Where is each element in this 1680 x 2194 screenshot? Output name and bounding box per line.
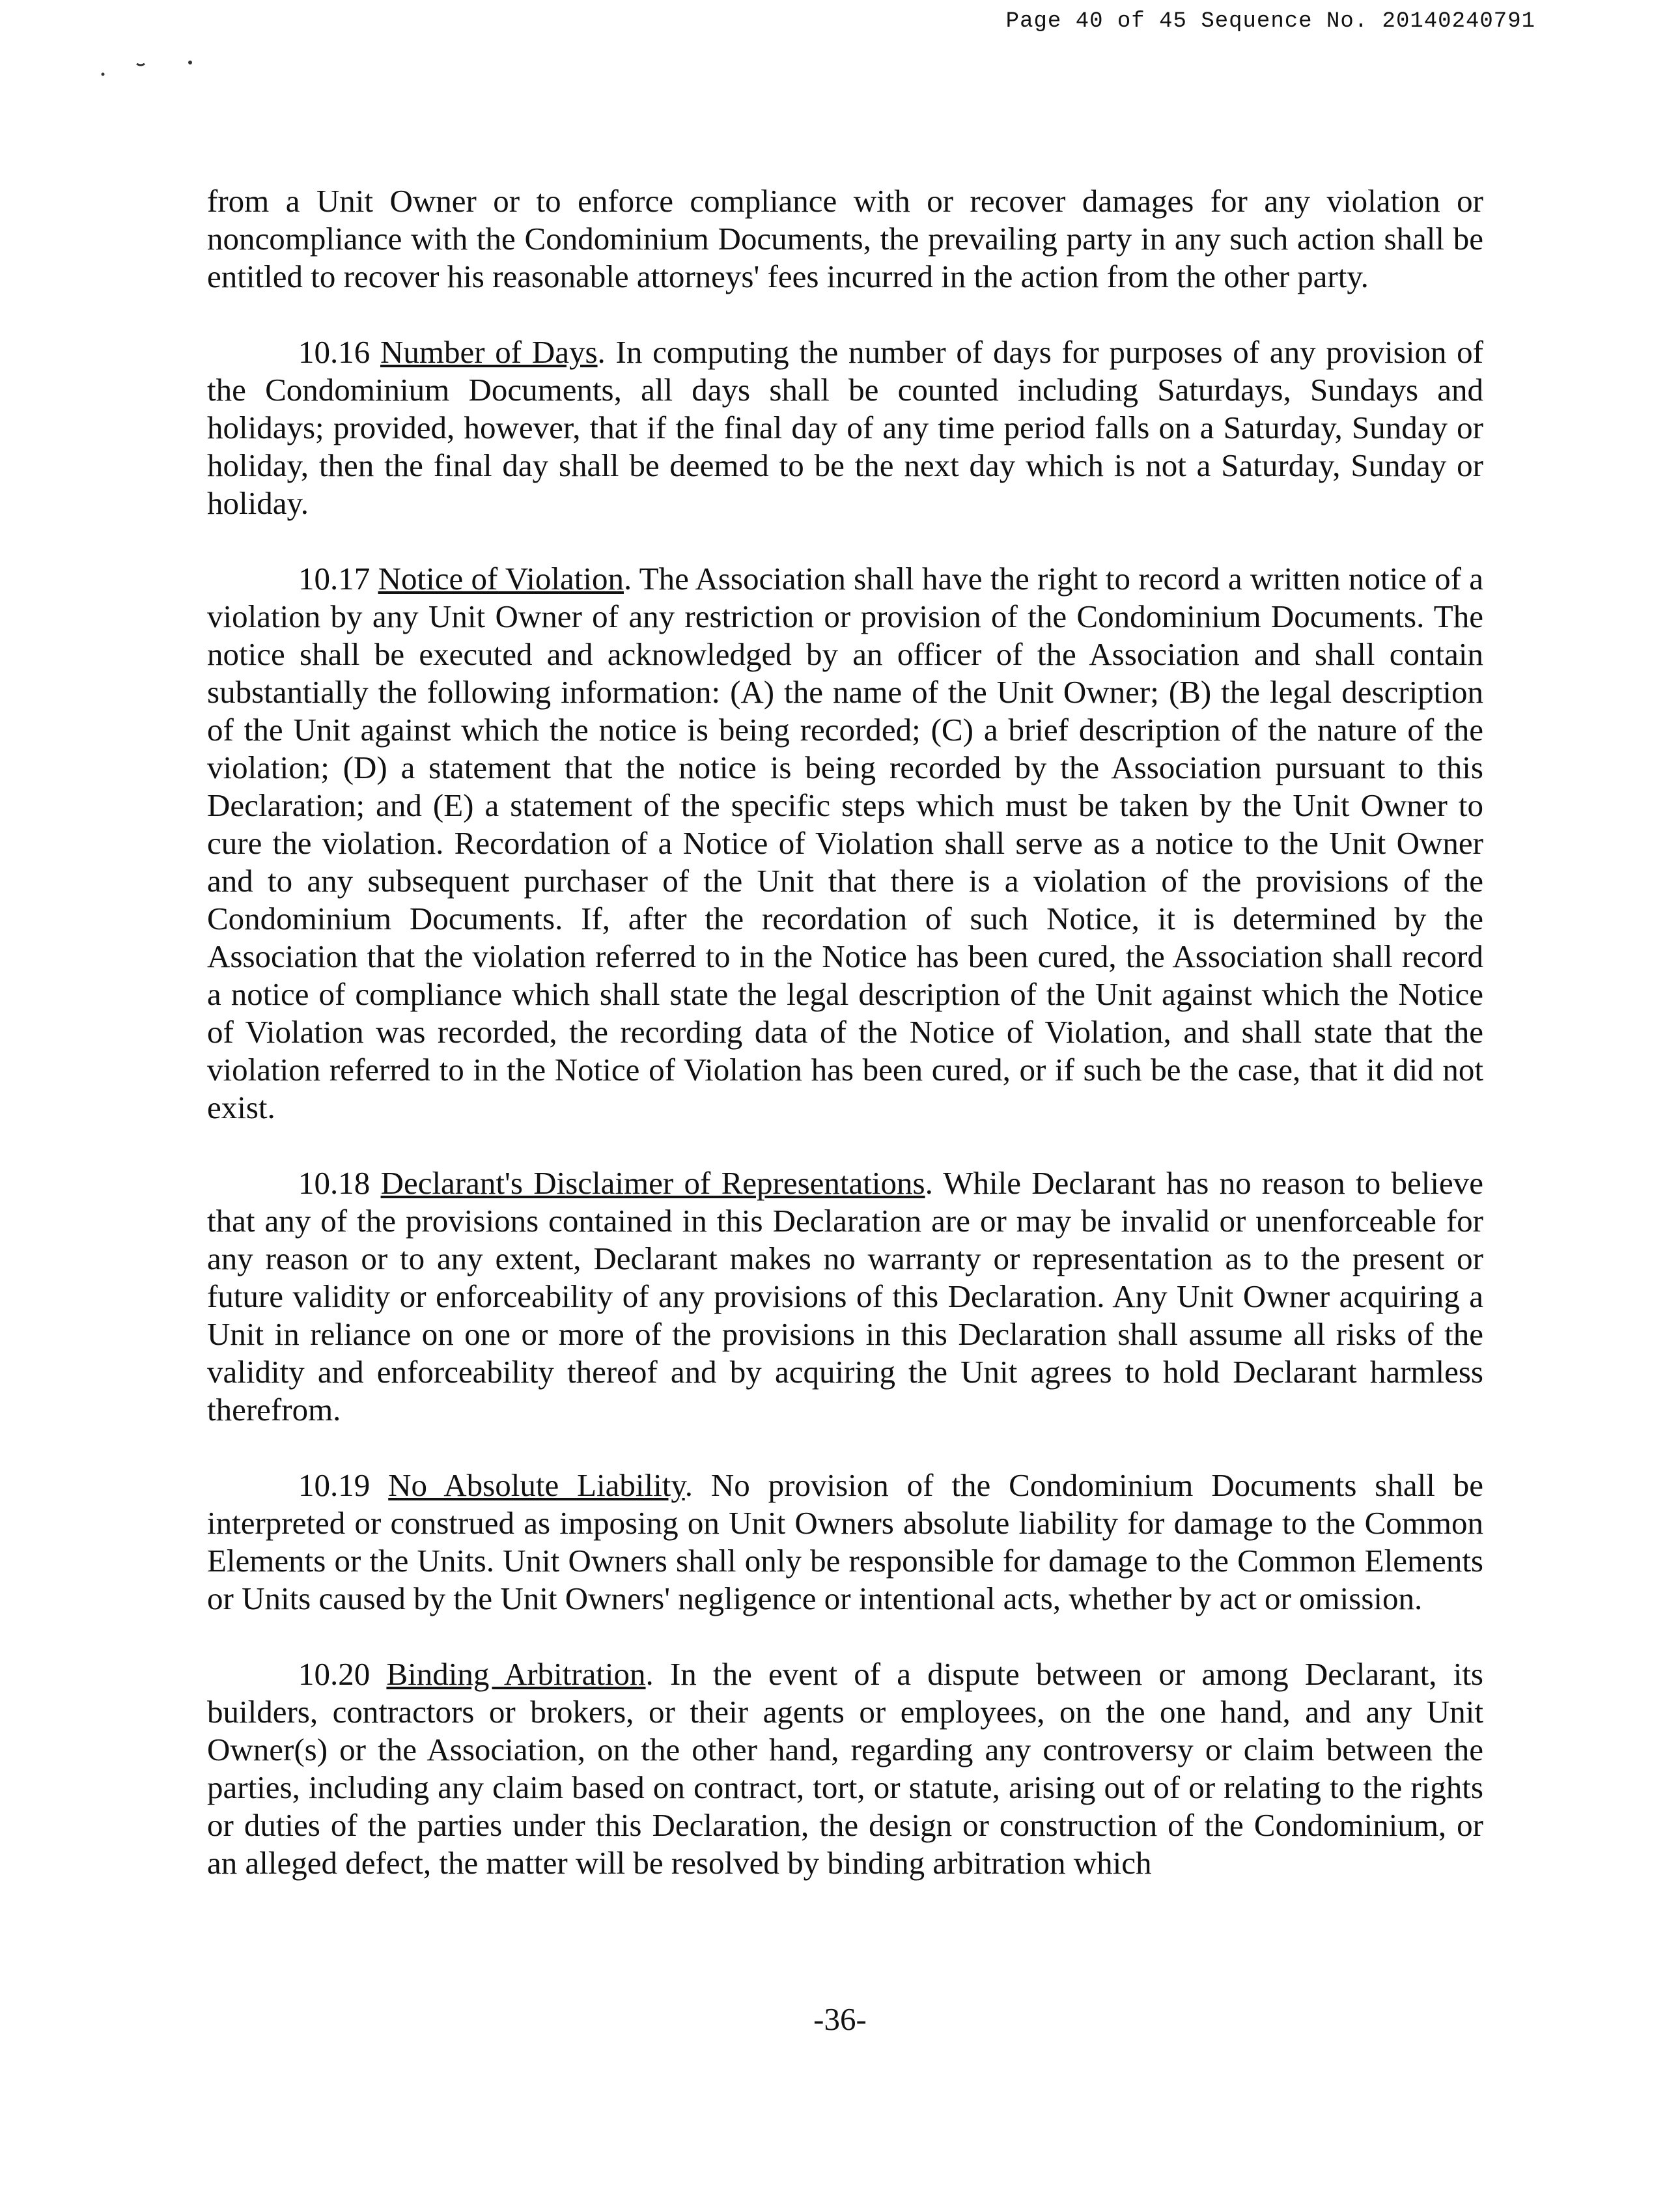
section-number: 10.16 xyxy=(298,334,380,370)
section-10-19 xyxy=(207,1467,1483,1618)
section-heading: Binding Arbitration xyxy=(386,1656,646,1692)
section-heading: Number of Days xyxy=(380,334,598,370)
section-body: While Declarant has no reason to believe that any of the provisions contained in this Declaration are or may be invalid or unenforceable for any reason or to any extent, Declarant makes no warranty or representation as to the present or future validity or enforceability of any provisions of this Declaration. Any Unit Owner acquiring a Unit in reliance on one or more of the provisions in this Declaration shall assume all risks of the validity and enforceability thereof and by acquiring the Unit agrees to hold Declarant harmless therefrom. xyxy=(207,1165,1483,1428)
heading-punctuation: . xyxy=(597,334,606,370)
paragraph-continuation xyxy=(207,182,1483,296)
page-sequence-header: Page 40 of 45 Sequence No. 20140240791 xyxy=(1005,9,1535,34)
section-body: In computing the number of days for purposes of any provision of the Condominium Documents, all days shall be counted including Saturdays, Sundays and holidays; provided, however, that if the final day of any time period falls on a Saturday, Sunday or holiday, then the final day shall be deemed to be the next day which is not a Saturday, Sunday or holiday. xyxy=(207,334,1484,521)
section-number: 10.20 xyxy=(298,1656,387,1692)
section-heading: No Absolute Liability xyxy=(388,1467,685,1503)
section-heading: Notice of Violation xyxy=(378,561,624,597)
section-10-16 xyxy=(207,333,1483,522)
heading-punctuation: . xyxy=(645,1656,654,1692)
section-number: 10.18 xyxy=(298,1165,381,1201)
page-number: -36- xyxy=(813,2001,867,2037)
section-body: The Association shall have the right to record a written notice of a violation by any Unit Owner of any restriction or provision of the Condominium Documents. The notice shall be executed and acknowledged by an officer of the Association and shall contain substantially the following information: (A) the name of the Unit Owner; (B) the legal description of the Unit against which the notice is being recorded; (C) a brief description of the nature of the violation; (D) a statement that the notice is being recorded by the Association pursuant to this Declaration; and (E) a statement of the specific steps which must be taken by the Unit Owner to cure the violation. Recordation of a Notice of Violation shall serve as a notice to the Unit Owner and to any subsequent purchaser of the Unit that there is a violation of the provisions of the Condominium Documents. If, after the recordation of such Notice, it is determined by the Association that the violation referred to in the Notice has been cured, the Association shall record a notice of compliance which shall state the legal description of the Unit against which the Notice of Violation was recorded, the recording data of the Notice of Violation, and shall state that the violation referred to in the Notice of Violation has been cured, or if such be the case, that it did not exist. xyxy=(207,561,1483,1125)
section-body: In the event of a dispute between or among Declarant, its builders, contractors or brokers, or their agents or employees, on the one hand, and any Unit Owner(s) or the Association, on the other hand, regarding any controversy or claim between the parties, including any claim based on contract, tort, or statute, arising out of or relating to the rights or duties of the parties under this Declaration, the design or construction of the Condominium, or an alleged defect, the matter will be resolved by binding arbitration which xyxy=(207,1656,1483,1881)
heading-punctuation: . xyxy=(623,561,632,597)
section-heading: Declarant's Disclaimer of Representations xyxy=(380,1165,925,1201)
section-10-20 xyxy=(207,1655,1483,1882)
heading-punctuation: . xyxy=(684,1467,693,1503)
paragraph-body: from a Unit Owner or to enforce compliance with or recover damages for any violation or noncompliance with the Condominium Documents, the prevailing party in any such action shall be entitled to recover his reasonable attorneys' fees incurred in the action from the other party. xyxy=(207,183,1483,294)
heading-punctuation: . xyxy=(925,1165,933,1201)
section-number: 10.17 xyxy=(298,561,378,597)
scan-specks xyxy=(98,55,202,81)
section-10-18 xyxy=(207,1164,1483,1429)
section-body: No provision of the Condominium Documents shall be interpreted or construed as imposing on Unit Owners absolute liability for damage to the Common Elements or the Units. Unit Owners shall only be responsible for damage to the Common Elements or Units caused by the Unit Owners' negligence or intentional acts, whether by act or omission. xyxy=(207,1467,1484,1616)
section-number: 10.19 xyxy=(298,1467,389,1503)
document-body xyxy=(207,182,1483,1920)
section-10-17 xyxy=(207,560,1483,1127)
